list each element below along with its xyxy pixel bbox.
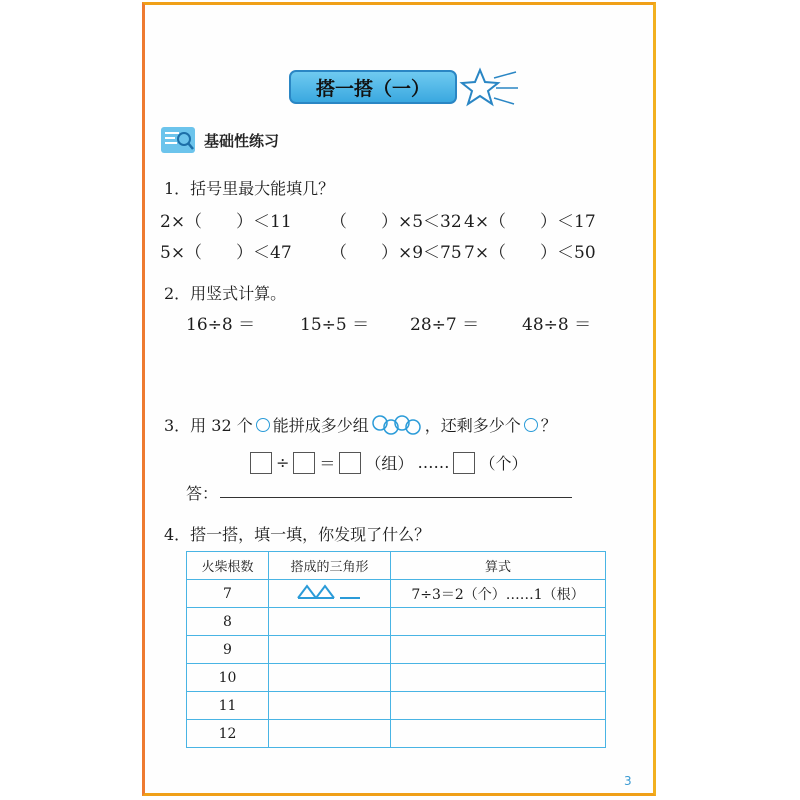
count-cell: 11 bbox=[187, 692, 269, 720]
formula-cell[interactable] bbox=[391, 692, 606, 720]
table-header-row bbox=[187, 552, 606, 580]
count-cell: 12 bbox=[187, 720, 269, 748]
q1-item: 4×（ ）＜17 bbox=[464, 212, 596, 232]
section-label-text: 基础性练习 bbox=[204, 131, 280, 150]
answer-box[interactable] bbox=[339, 452, 361, 474]
matchstick-triangles-icon bbox=[296, 584, 364, 600]
formula-cell[interactable] bbox=[391, 664, 606, 692]
circle-icon bbox=[524, 418, 538, 432]
q1-item: 5×（ ）＜47 bbox=[160, 243, 292, 263]
answer-box[interactable] bbox=[293, 452, 315, 474]
q2-item: 16÷8 ＝ bbox=[186, 315, 256, 335]
count-cell: 8 bbox=[187, 608, 269, 636]
q1-item: 2×（ ）＜11 bbox=[160, 212, 292, 232]
answer-line[interactable] bbox=[220, 497, 572, 498]
table-row bbox=[187, 580, 606, 608]
triangle-cell[interactable] bbox=[269, 636, 391, 664]
header-cell: 火柴根数 bbox=[187, 552, 269, 580]
count-cell: 9 bbox=[187, 636, 269, 664]
q4-prompt: 4．搭一搭，填一填，你发现了什么？ bbox=[164, 525, 431, 544]
formula-cell[interactable] bbox=[391, 720, 606, 748]
unit-each: （个） bbox=[479, 454, 528, 473]
q1-item: 7×（ ）＜50 bbox=[464, 243, 596, 263]
lesson-title bbox=[289, 70, 457, 104]
header-cell: 算式 bbox=[391, 552, 606, 580]
triangle-cell[interactable] bbox=[269, 720, 391, 748]
magnifier-document-icon bbox=[160, 126, 196, 154]
table-row bbox=[187, 664, 606, 692]
q3-prompt-part: 3．用 32 个 bbox=[164, 416, 253, 435]
count-cell: 7 bbox=[187, 580, 269, 608]
unit-group: （组） bbox=[365, 454, 414, 473]
table-row bbox=[187, 636, 606, 664]
matchstick-table bbox=[186, 551, 606, 748]
q2-prompt: 2．用竖式计算。 bbox=[164, 284, 287, 303]
q3-prompt-part: ？ bbox=[540, 416, 557, 435]
triangle-cell[interactable] bbox=[269, 692, 391, 720]
table-row bbox=[187, 720, 606, 748]
section-label bbox=[160, 126, 279, 154]
answer-box[interactable] bbox=[453, 452, 475, 474]
triangle-cell bbox=[269, 580, 391, 608]
q3-prompt bbox=[164, 413, 557, 436]
circle-group-icon bbox=[371, 414, 423, 436]
page-number: 3 bbox=[624, 774, 632, 788]
triangle-cell[interactable] bbox=[269, 608, 391, 636]
divide-sign: ÷ bbox=[276, 453, 290, 472]
circle-icon bbox=[256, 418, 270, 432]
answer-label: 答： bbox=[186, 484, 219, 503]
count-cell: 10 bbox=[187, 664, 269, 692]
q1-item: （ ）×5＜32 bbox=[330, 212, 462, 232]
star-decoration-icon bbox=[450, 66, 520, 110]
table-row bbox=[187, 692, 606, 720]
equals-sign: ＝ bbox=[319, 454, 336, 473]
lesson-title-text: 搭一搭（一） bbox=[315, 77, 430, 100]
formula-cell[interactable] bbox=[391, 608, 606, 636]
formula-cell: 7÷3＝2（个）……1（根） bbox=[391, 580, 606, 608]
q1-prompt: 1．括号里最大能填几？ bbox=[164, 179, 335, 198]
triangle-cell[interactable] bbox=[269, 664, 391, 692]
header-cell: 搭成的三角形 bbox=[269, 552, 391, 580]
answer-box[interactable] bbox=[250, 452, 272, 474]
table-row bbox=[187, 608, 606, 636]
q3-prompt-part: 能拼成多少组 bbox=[272, 416, 369, 435]
q2-item: 48÷8 ＝ bbox=[522, 315, 592, 335]
q2-item: 28÷7 ＝ bbox=[410, 315, 480, 335]
remainder-dots: …… bbox=[417, 453, 450, 472]
q3-prompt-part: ，还剩多少个 bbox=[424, 416, 521, 435]
formula-cell[interactable] bbox=[391, 636, 606, 664]
q2-item: 15÷5 ＝ bbox=[300, 315, 370, 335]
q1-item: （ ）×9＜75 bbox=[330, 243, 462, 263]
q3-equation bbox=[250, 451, 527, 474]
